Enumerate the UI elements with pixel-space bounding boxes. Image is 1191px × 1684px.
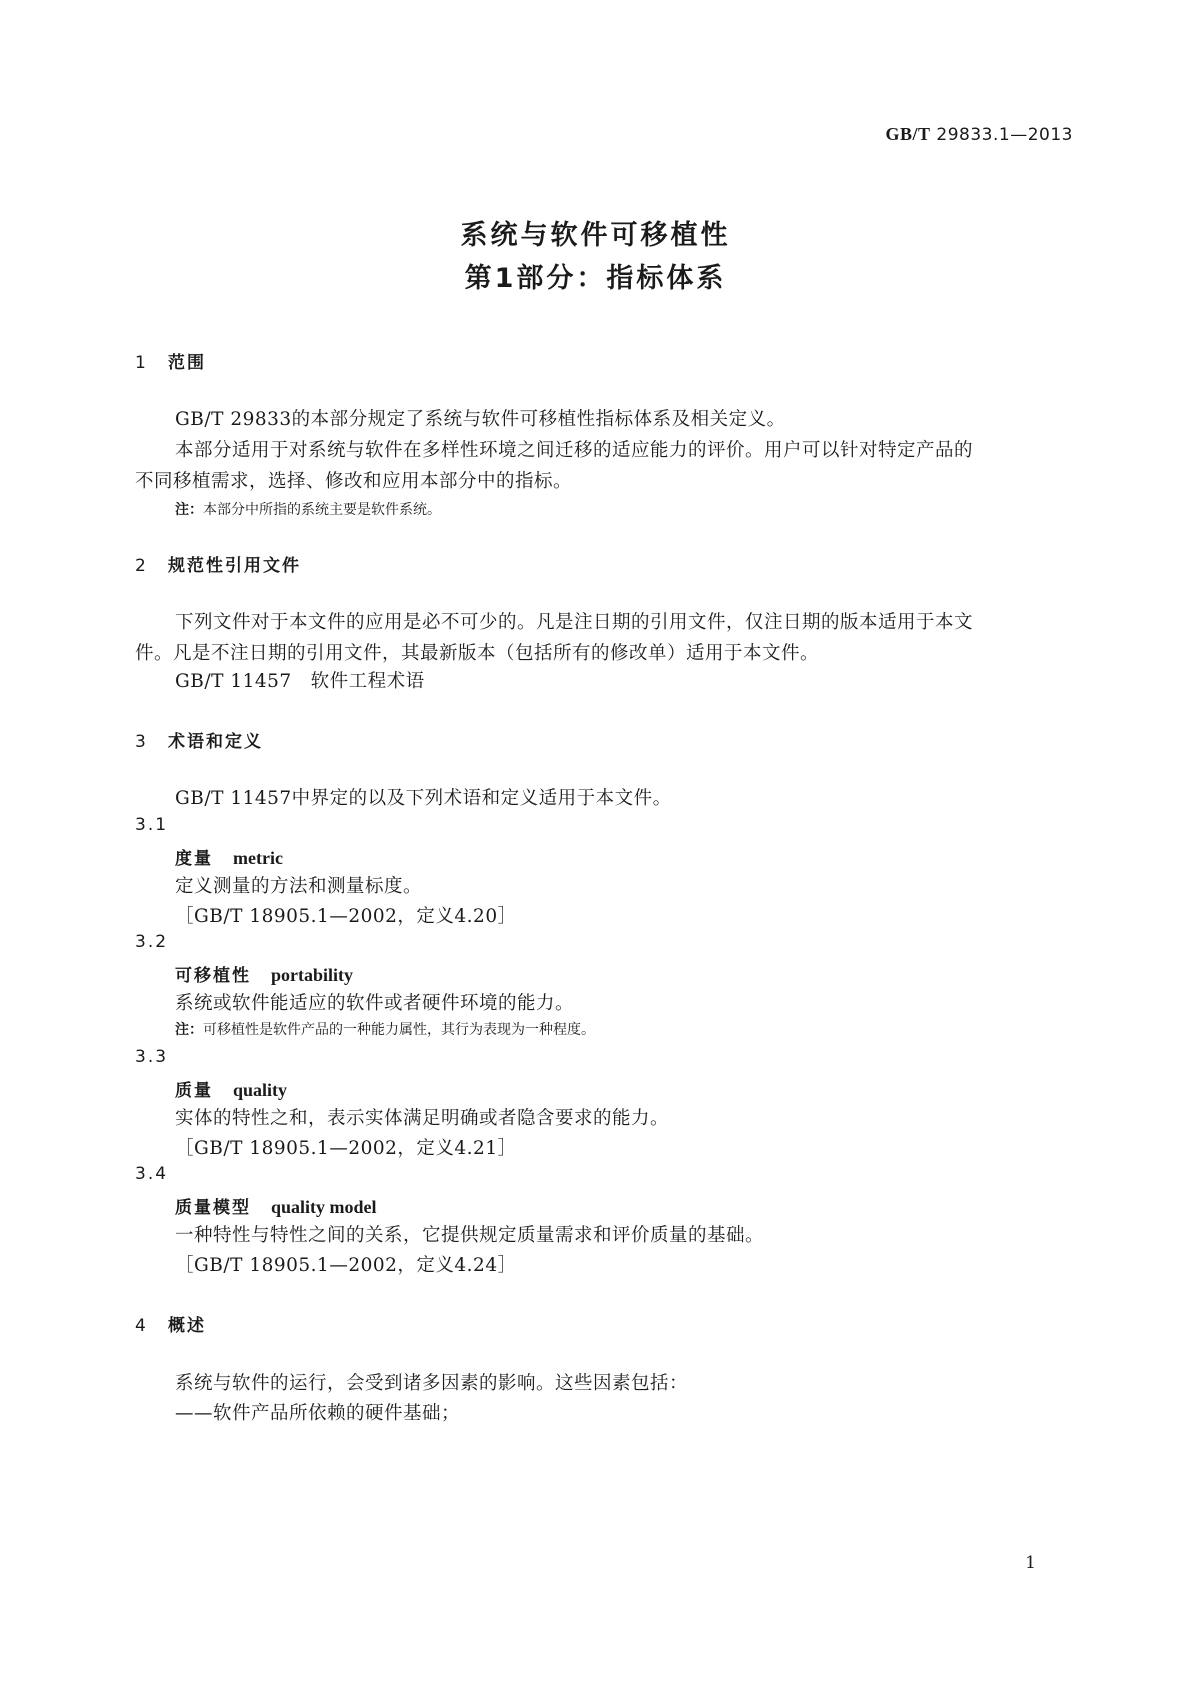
term-3-1-definition: 定义测量的方法和测量标度。 bbox=[175, 876, 423, 897]
section-title: 概述 bbox=[168, 1316, 206, 1336]
section-4-heading bbox=[135, 1311, 206, 1336]
standard-prefix: GB/T bbox=[885, 124, 931, 144]
term-zh: 度量 bbox=[175, 849, 213, 869]
term-3-4-definition: 一种特性与特性之间的关系，它提供规定质量需求和评价质量的基础。 bbox=[175, 1225, 765, 1246]
s4-paragraph-1: 系统与软件的运行，会受到诸多因素的影响。这些因素包括： bbox=[175, 1373, 689, 1394]
s2-paragraph-1-line2: 件。凡是不注日期的引用文件，其最新版本（包括所有的修改单）适用于本文件。 bbox=[135, 643, 820, 664]
term-en: portability bbox=[271, 965, 354, 985]
term-en: quality model bbox=[271, 1197, 377, 1217]
page-number: 1 bbox=[1025, 1553, 1036, 1573]
term-3-1-number: 3.1 bbox=[135, 815, 169, 835]
standard-code: 29833.1—2013 bbox=[936, 125, 1073, 145]
term-zh: 质量模型 bbox=[175, 1198, 251, 1218]
document-title-line1: 系统与软件可移植性 bbox=[460, 220, 731, 251]
s1-note bbox=[175, 499, 441, 519]
term-3-2-title bbox=[175, 961, 353, 986]
standard-number bbox=[886, 124, 1074, 145]
term-3-4-title bbox=[175, 1193, 377, 1218]
note-label: 注： bbox=[175, 502, 203, 518]
term-3-2-note bbox=[175, 1019, 595, 1039]
s1-paragraph-2-line1: 本部分适用于对系统与软件在多样性环境之间迁移的适应能力的评价。用户可以针对特定产品的 bbox=[175, 440, 974, 461]
section-number: 4 bbox=[135, 1316, 146, 1336]
term-3-3-definition: 实体的特性之和，表示实体满足明确或者隐含要求的能力。 bbox=[175, 1108, 670, 1129]
section-title: 术语和定义 bbox=[168, 732, 263, 752]
section-1-heading bbox=[135, 348, 206, 373]
term-3-2-number: 3.2 bbox=[135, 932, 169, 952]
s2-paragraph-1-line1: 下列文件对于本文件的应用是必不可少的。凡是注日期的引用文件，仅注日期的版本适用于本文 bbox=[175, 612, 974, 633]
term-zh: 质量 bbox=[175, 1081, 213, 1101]
section-number: 1 bbox=[135, 353, 146, 373]
s1-paragraph-1: GB/T 29833的本部分规定了系统与软件可移植性指标体系及相关定义。 bbox=[175, 409, 786, 430]
section-title: 规范性引用文件 bbox=[168, 556, 301, 576]
section-3-heading bbox=[135, 727, 263, 752]
term-en: metric bbox=[233, 848, 283, 868]
s3-intro: GB/T 11457中界定的以及下列术语和定义适用于本文件。 bbox=[175, 788, 672, 809]
term-3-3-source: ［GB/T 18905.1—2002，定义4.21］ bbox=[175, 1138, 517, 1159]
note-label: 注： bbox=[175, 1022, 203, 1038]
term-3-1-source: ［GB/T 18905.1—2002，定义4.20］ bbox=[175, 906, 517, 927]
s4-list-item-1: ——软件产品所依赖的硬件基础； bbox=[175, 1403, 461, 1424]
s1-paragraph-2-line2: 不同移植需求，选择、修改和应用本部分中的指标。 bbox=[135, 471, 573, 492]
section-title: 范围 bbox=[168, 353, 206, 373]
note-text: 本部分中所指的系统主要是软件系统。 bbox=[203, 502, 441, 518]
note-text: 可移植性是软件产品的一种能力属性，其行为表现为一种程度。 bbox=[203, 1022, 595, 1038]
s2-reference: GB/T 11457 软件工程术语 bbox=[175, 671, 425, 692]
term-3-1-title bbox=[175, 844, 283, 869]
term-3-4-number: 3.4 bbox=[135, 1164, 169, 1184]
section-number: 2 bbox=[135, 556, 146, 576]
term-3-2-definition: 系统或软件能适应的软件或者硬件环境的能力。 bbox=[175, 993, 575, 1014]
document-title-line2: 第1部分：指标体系 bbox=[464, 263, 727, 294]
section-number: 3 bbox=[135, 732, 146, 752]
term-en: quality bbox=[233, 1080, 288, 1100]
term-3-3-number: 3.3 bbox=[135, 1047, 169, 1067]
term-3-3-title bbox=[175, 1076, 287, 1101]
section-2-heading bbox=[135, 551, 301, 576]
term-3-4-source: ［GB/T 18905.1—2002，定义4.24］ bbox=[175, 1255, 517, 1276]
term-zh: 可移植性 bbox=[175, 966, 251, 986]
